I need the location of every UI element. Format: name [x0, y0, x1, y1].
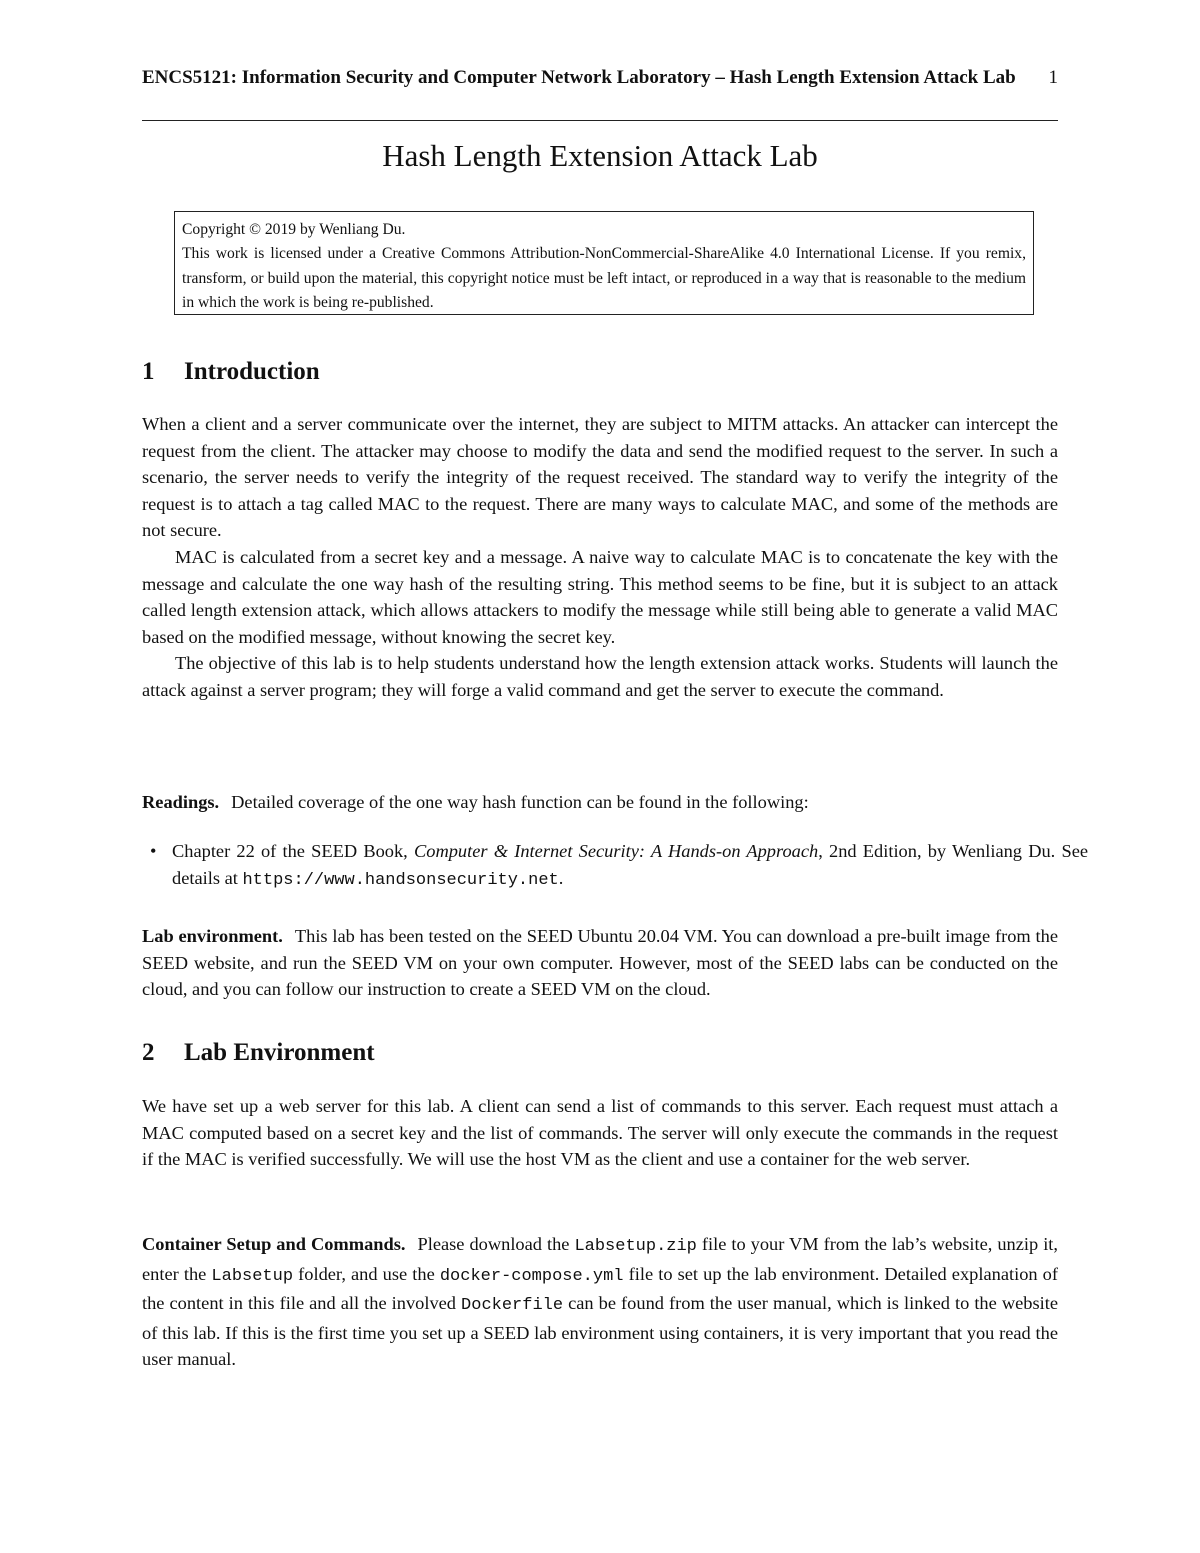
readings-label: Readings.	[142, 792, 220, 812]
running-header	[142, 64, 1058, 91]
text: Chapter 22 of the SEED Book,	[172, 841, 414, 861]
section-title: Lab Environment	[184, 1039, 375, 1066]
lab-environment-paragraph	[142, 923, 1058, 1003]
header-rule	[142, 120, 1058, 121]
list-item	[142, 838, 1088, 894]
document-title: Hash Length Extension Attack Lab	[382, 138, 818, 173]
text: Please download the	[417, 1234, 575, 1254]
container-setup-label: Container Setup and Commands.	[142, 1234, 406, 1254]
text: .	[558, 867, 564, 888]
running-title: ENCS5121: Information Security and Computer Network Laboratory – Hash Length Extension Attack Lab	[142, 67, 1016, 88]
readings-text: Detailed coverage of the one way hash function can be found in the following:	[231, 792, 809, 812]
copyright-line: Copyright © 2019 by Wenliang Du.	[182, 221, 406, 238]
text: folder, and use the	[293, 1263, 440, 1284]
filename: docker-compose.yml	[439, 1266, 624, 1286]
page-number: 1	[1048, 67, 1058, 88]
copyright-box	[174, 211, 1034, 315]
text: can be found from the user manual, which is linked to the website of this lab. If this is the first time you set up a SEED lab environment using containers, it is very important that you read the user manual.	[142, 1293, 1059, 1370]
filename: Dockerfile	[461, 1296, 564, 1316]
text: file to set up the lab environment. Detailed explanation of the content in this file and all the involved	[142, 1263, 1059, 1314]
section-heading-lab-environment	[142, 1039, 1058, 1067]
filename: Labsetup.zip	[574, 1237, 697, 1256]
section-number: 2	[142, 1039, 155, 1066]
text: , 2nd Edition, by Wenliang Du. See details at	[172, 841, 1089, 888]
folder-name: Labsetup	[211, 1266, 294, 1286]
lab-environment-label: Lab environment.	[142, 926, 283, 946]
readings-paragraph	[142, 789, 1058, 816]
container-setup-paragraph	[142, 1231, 1058, 1373]
paragraph: When a client and a server communicate over the internet, they are subject to MITM attacks. An attacker can intercept the request from the client. The attacker may choose to modify the data and send the modified request to the server. In such a scenario, the server needs to verify the integrity of the request received. The standard way to verify the integrity of the request is to attach a tag called MAC to the request. There are many ways to calculate MAC, and some of the methods are not secure.	[142, 414, 1058, 541]
section-title: Introduction	[184, 358, 320, 385]
section-number: 1	[142, 358, 155, 385]
book-title: Computer & Internet Security: A Hands-on Approach	[413, 841, 819, 861]
introduction-body	[142, 411, 1058, 704]
book-url-link[interactable]: https://www.handsonsecurity.net	[242, 870, 559, 890]
text: This lab has been tested on the SEED Ubuntu 20.04 VM. You can download a pre-built image from the SEED website, and run the SEED VM on your own computer. However, most of the SEED labs can be conducted on the cloud, and you can follow our instruction to create a SEED VM on the cloud.	[142, 926, 1058, 1000]
bullet-icon: •	[150, 841, 157, 861]
paragraph: The objective of this lab is to help students understand how the length extension attack works. Students will launch the attack against a server program; they will forge a valid command and get the server to execute the command.	[142, 653, 1058, 700]
text: file to your VM from the lab’s website, unzip it, enter the	[142, 1234, 1059, 1284]
paragraph: We have set up a web server for this lab. A client can send a list of commands to this server. Each request must attach a MAC computed based on a secret key and the list of commands. The server will only execute the commands in the request if the MAC is verified successfully. We will use the host VM as the client and use a container for the web server.	[142, 1096, 1058, 1170]
section-heading-introduction	[142, 358, 1058, 386]
license-text: This work is licensed under a Creative Commons Attribution-NonCommercial-ShareAlike 4.0 International License. If you remix, transform, or build upon the material, this copyright notice must be left intact, or reproduced in a way that is reasonable to the medium in which the work is being re-published.	[182, 245, 1026, 311]
paragraph: MAC is calculated from a secret key and a message. A naive way to calculate MAC is to concatenate the key with the message and calculate the one way hash of the resulting string. This method seems to be fine, but it is subject to an attack called length extension attack, which allows attackers to modify the message while still being able to generate a valid MAC based on the modified message, without knowing the secret key.	[142, 546, 1058, 647]
